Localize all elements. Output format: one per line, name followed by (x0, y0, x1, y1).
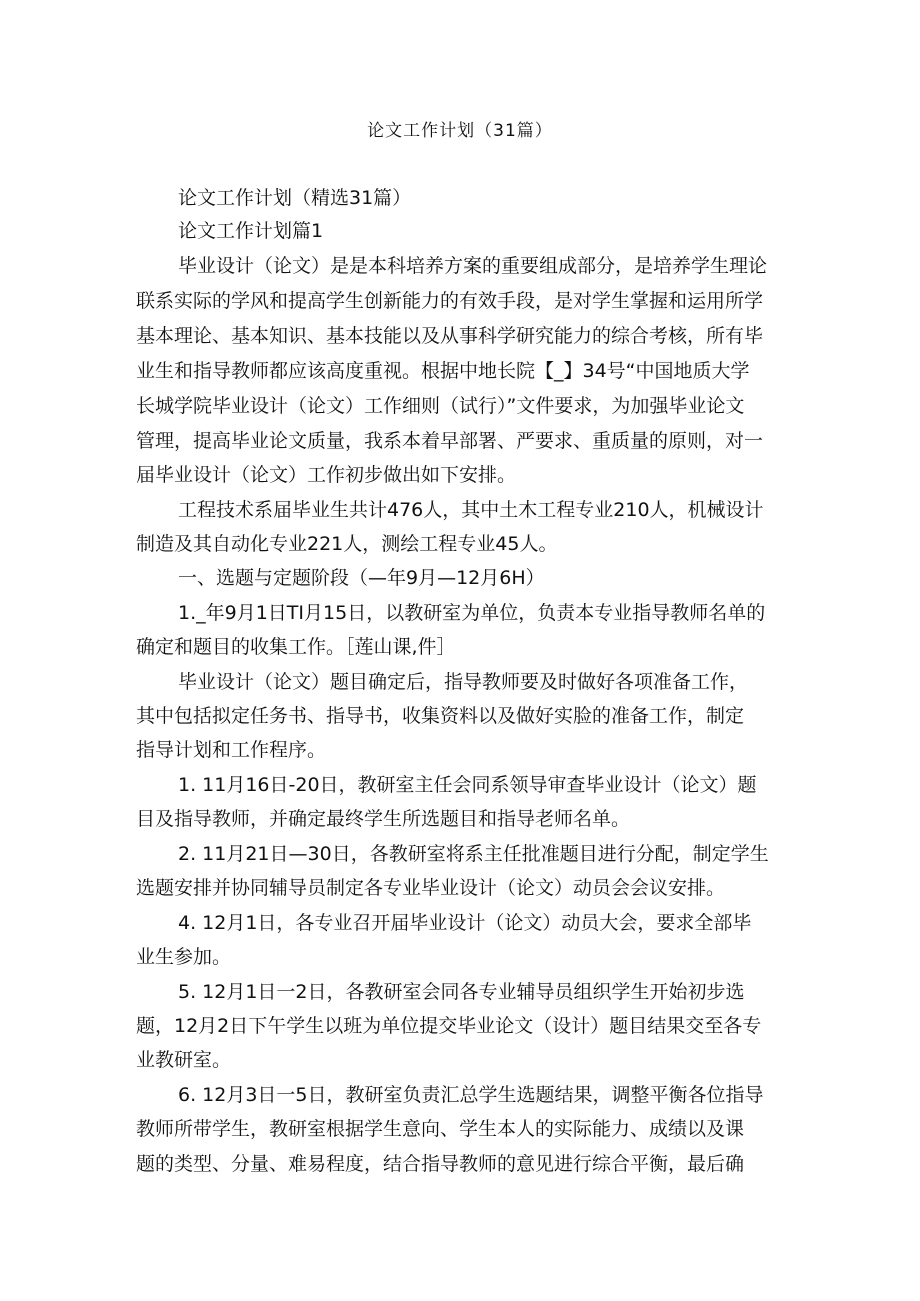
body-line: 业教研室。 (136, 1049, 232, 1071)
body-line: 目及指导教师，并确定最终学生所选题目和指导老师名单。 (136, 808, 631, 830)
body-line: 制造及其自动化专业221人，测绘工程专业45人。 (136, 533, 558, 555)
body-line: 题，12月2日下午学生以班为单位提交毕业论文（设计）题目结果交至各专 (136, 1015, 762, 1037)
body-line: 5. 12月1日一2日，各教研室会同各专业辅导员组织学生开始初步选 (178, 981, 745, 1003)
body-line: 4. 12月1日，各专业召开届毕业设计（论文）动员大会，要求全部毕 (178, 912, 752, 934)
body-line: 业生参加。 (136, 946, 232, 968)
body-line: 1._年9月1日TI月15日，以教研室为单位，负责本专业指导教师名单的 (178, 602, 766, 624)
body-line: 毕业设计（论文）题目确定后，指导教师要及时做好各项准备工作， (178, 671, 749, 693)
body-line: 工程技术系届毕业生共计476人，其中土木工程专业210人，机械设计 (178, 499, 764, 521)
body-line: 1. 11月16日-20日，教研室主任会同系领导审查毕业设计（论文）题 (178, 774, 757, 796)
body-line: 6. 12月3日一5日，教研室负责汇总学生选题结果，调整平衡各位指导 (178, 1084, 764, 1106)
body-line: 2. 11月21日—30日，各教研室将系主任批准题目进行分配，制定学生 (178, 843, 769, 865)
document-subtitle: 论文工作计划（精选31篇） (178, 187, 412, 209)
body-line: 联系实际的学风和提高学生创新能力的有效手段，是对学生掌握和运用所学 (136, 290, 764, 312)
body-line: 基本理论、基本知识、基本技能以及从事科学研究能力的综合考核，所有毕 (136, 325, 764, 347)
body-line: 长城学院毕业设计（论文）工作细则（试行）”文件要求，为加强毕业论文 (136, 395, 745, 417)
document-title: 论文工作计划（31篇） (367, 121, 553, 141)
body-line: 届毕业设计（论文）工作初步做出如下安排。 (136, 464, 517, 486)
body-line: 教师所带学生，教研室根据学生意向、学生本人的实际能力、成绩以及课 (136, 1118, 745, 1140)
body-line: 题的类型、分量、难易程度，结合指导教师的意见进行综合平衡，最后确 (136, 1153, 745, 1175)
body-line: 确定和题目的收集工作。［莲山课,件］ (136, 636, 456, 658)
body-line: 业生和指导教师都应该高度重视。根据中地长院【_】34号“中国地质大学 (136, 360, 750, 382)
section-subheading: 一、选题与定题阶段（—年9月—12月6H） (178, 567, 545, 589)
body-line: 其中包括拟定任务书、指导书，收集资料以及做好实脸的准备工作，制定 (136, 705, 745, 727)
body-line: 选题安排并协同辅导员制定各专业毕业设计（论文）动员会会议安排。 (136, 877, 726, 899)
body-line: 毕业设计（论文）是是本科培养方案的重要组成部分，是培养学生理论 (178, 255, 768, 277)
body-line: 指导计划和工作程序。 (136, 739, 327, 761)
body-line: 管理，提高毕业论文质量，我系本着早部署、严要求、重质量的原则，对一 (136, 430, 764, 452)
section-heading: 论文工作计划篇1 (178, 220, 324, 242)
